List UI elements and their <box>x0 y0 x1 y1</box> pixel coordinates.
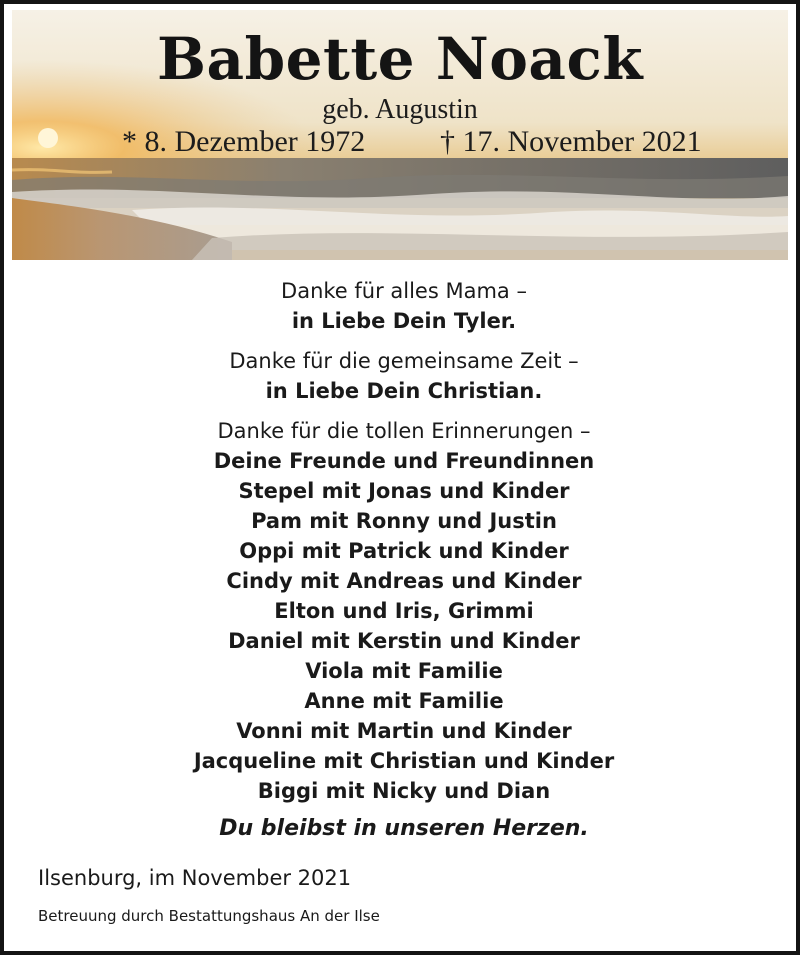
closing-line: Du bleibst in unseren Herzen. <box>219 816 589 841</box>
message-group <box>4 346 800 406</box>
friend-line: Elton und Iris, Grimmi <box>274 599 534 623</box>
friend-line: Stepel mit Jonas und Kinder <box>238 479 570 503</box>
message-line: Danke für alles Mama – <box>281 279 527 303</box>
friend-line: Cindy mit Andreas und Kinder <box>226 569 582 593</box>
friend-line: Viola mit Familie <box>305 659 503 683</box>
sunset-beach-image <box>12 10 788 260</box>
banner-text <box>12 10 788 260</box>
friend-line: Anne mit Familie <box>304 689 504 713</box>
deceased-name: Babette Noack <box>156 25 644 93</box>
friend-line: Pam mit Ronny und Justin <box>251 509 557 533</box>
friend-line: Oppi mit Patrick und Kinder <box>239 539 569 563</box>
message-group <box>4 276 800 336</box>
funeral-home: Betreuung durch Bestattungshaus An der Ilse <box>38 907 380 925</box>
message-group <box>4 416 800 806</box>
birth-date: * 8. Dezember 1972 <box>122 125 366 158</box>
message-line: Danke für die gemeinsame Zeit – <box>229 349 579 373</box>
friend-line: Daniel mit Kerstin und Kinder <box>228 629 580 653</box>
friend-line: Vonni mit Martin und Kinder <box>236 719 572 743</box>
message-line: Danke für die tollen Erinnerungen – <box>217 419 591 443</box>
message-block <box>4 276 800 844</box>
signature-line: Deine Freunde und Freundinnen <box>213 449 595 473</box>
friend-line: Jacqueline mit Christian und Kinder <box>193 749 615 773</box>
signature-line: in Liebe Dein Christian. <box>265 379 543 403</box>
death-date: † 17. November 2021 <box>440 125 702 158</box>
place-date: Ilsenburg, im November 2021 <box>38 866 352 890</box>
friend-line: Biggi mit Nicky und Dian <box>257 779 551 803</box>
signature-line: in Liebe Dein Tyler. <box>291 309 517 333</box>
birth-name: geb. Augustin <box>322 94 478 125</box>
